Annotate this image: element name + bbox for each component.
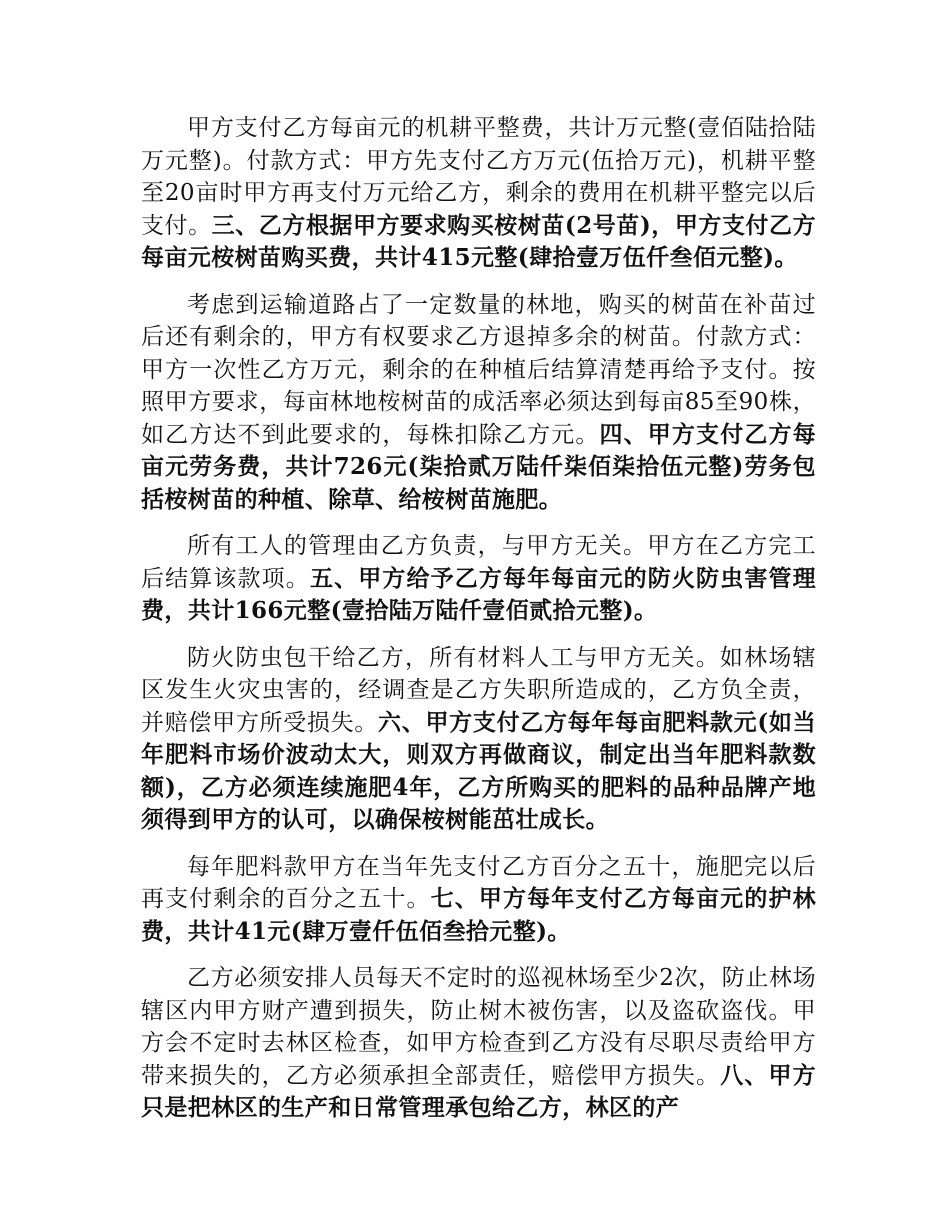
clause-6-heading: 六、甲方支付乙方每年每亩肥料款元(如当年肥料市场价波动太大，则双方再做商议，制定出当年肥料款数额)，乙方必须连续施肥4年，乙方所购买的肥料的品种品牌产地须得到甲方的认可，以确保桉树能茁壮成长。 xyxy=(141,708,817,833)
paragraph-4 xyxy=(141,642,816,837)
paragraph-1 xyxy=(141,112,816,275)
paragraph-2-text: 考虑到运输道路占了一定数量的林地，购买的树苗在补苗过后还有剩余的，甲方有权要求乙方退掉多余的树苗。付款方式：甲方一次性乙方万元，剩余的在种植后结算清楚再给予支付。按照甲方要求，每亩林地桉树苗的成活率必须达到每亩85至90株，如乙方达不到此要求的，每株扣除乙方元。 xyxy=(141,291,816,448)
paragraph-3 xyxy=(141,530,816,628)
document-page xyxy=(141,112,816,1139)
paragraph-5 xyxy=(141,851,816,949)
paragraph-6-text: 乙方必须安排人员每天不定时的巡视林场至少2次，防止林场辖区内甲方财产遭到损失，防止树木被伤害，以及盗砍盗伐。甲方会不定时去林区检查，如甲方检查到乙方没有尽职尽责给甲方带来损失的，乙方必须承担全部责任，赔偿甲方损失。 xyxy=(141,965,816,1089)
paragraph-1-text: 甲方支付乙方每亩元的机耕平整费，共计万元整(壹佰陆拾陆万元整)。付款方式：甲方先支付乙方万元(伍拾万元)，机耕平整至20亩时甲方再支付万元给乙方，剩余的费用在机耕平整完以后支付。 xyxy=(141,115,816,239)
clause-5-heading: 五、甲方给予乙方每年每亩元的防火防虫害管理费，共计166元整(壹拾陆万陆仟壹佰贰拾元整)。 xyxy=(141,564,816,624)
paragraph-2 xyxy=(141,289,816,517)
paragraph-3-text: 所有工人的管理由乙方负责，与甲方无关。甲方在乙方完工后结算该款项。 xyxy=(141,533,816,592)
clause-3-heading: 三、乙方根据甲方要求购买桉树苗(2号苗)，甲方支付乙方每亩元桉树苗购买费，共计415元整(肆拾壹万伍仟叁佰元整)。 xyxy=(141,211,816,271)
paragraph-5-text: 每年肥料款甲方在当年先支付乙方百分之五十，施肥完以后再支付剩余的百分之五十。 xyxy=(141,853,816,912)
paragraph-4-text: 防火防虫包干给乙方，所有材料人工与甲方无关。如林场辖区发生火灾虫害的，经调查是乙方失职所造成的，乙方负全责，并赔偿甲方所受损失。 xyxy=(141,644,816,736)
clause-4-heading: 四、甲方支付乙方每亩元劳务费，共计726元(柒拾贰万陆仟柒佰柒拾伍元整)劳务包括桉树苗的种植、除草、给桉树苗施肥。 xyxy=(141,420,816,513)
clause-7-heading: 七、甲方每年支付乙方每亩元的护林费，共计41元(肆万壹仟伍佰叁拾元整)。 xyxy=(141,885,816,945)
paragraph-6 xyxy=(141,962,816,1125)
clause-8-heading: 八、甲方只是把林区的生产和日常管理承包给乙方，林区的产 xyxy=(141,1061,816,1121)
